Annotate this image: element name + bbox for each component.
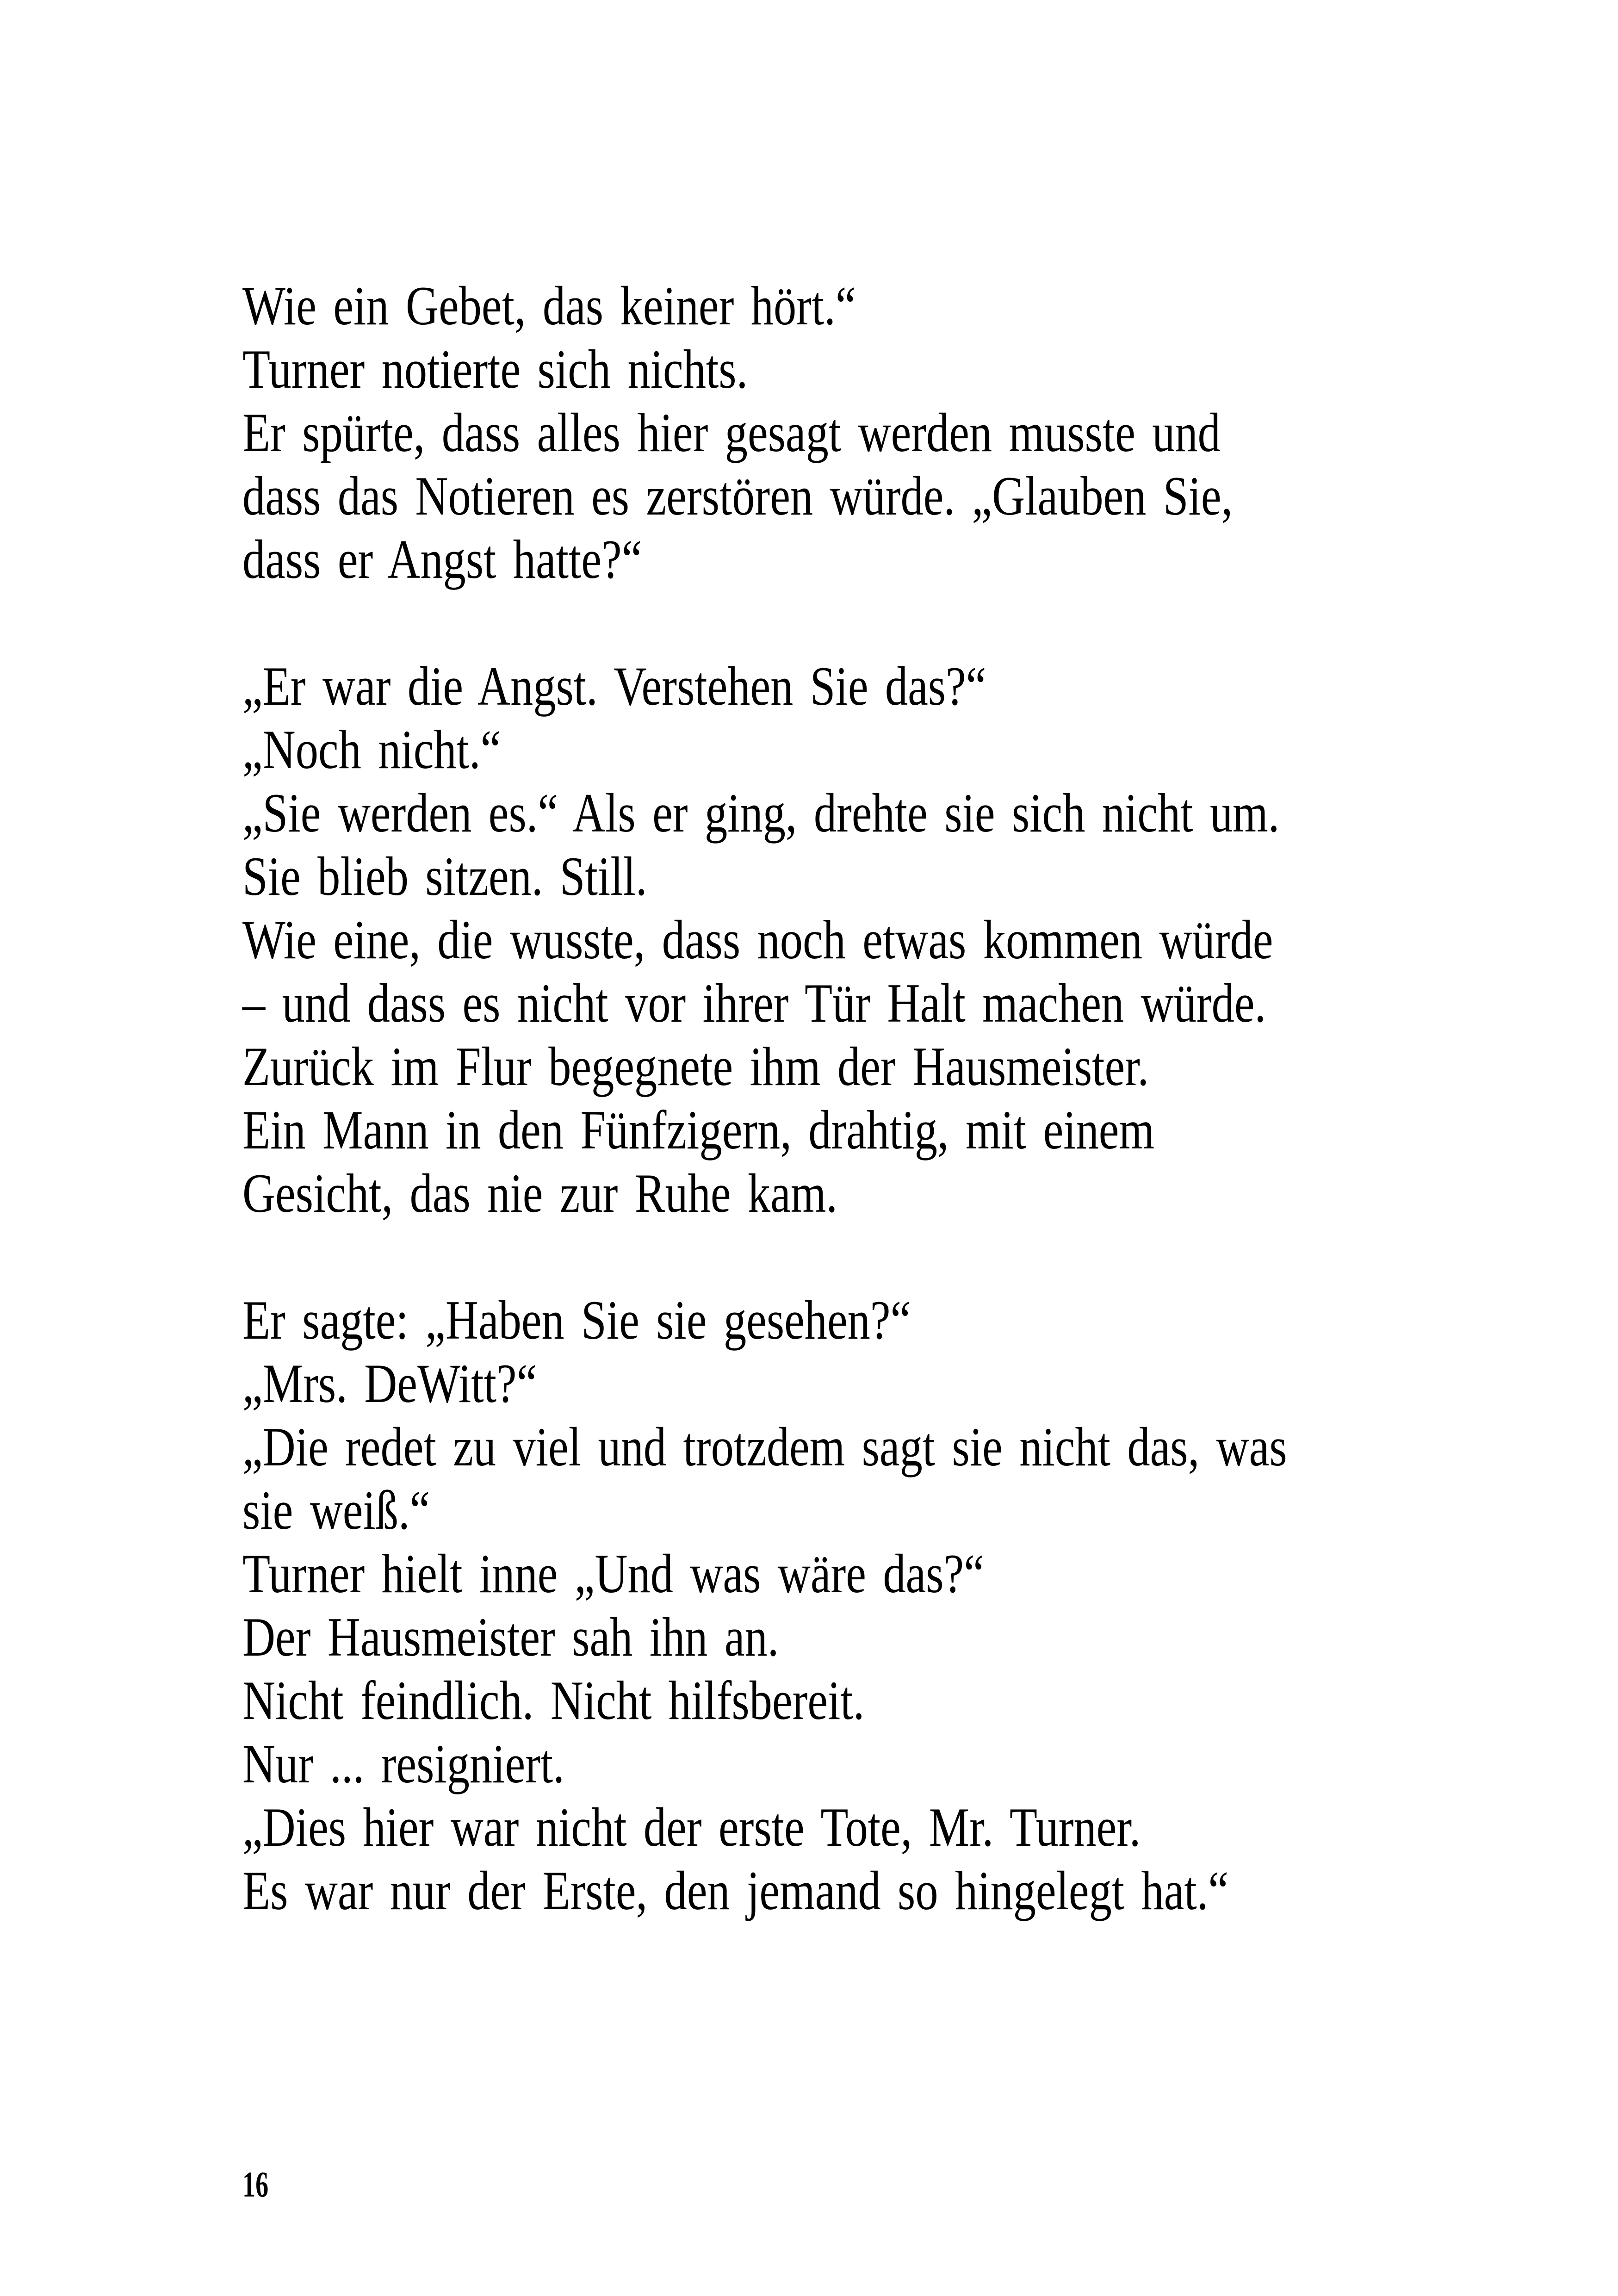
paragraph — [242, 274, 1381, 591]
text-line: „Er war die Angst. Verstehen Sie das?“ — [242, 655, 986, 717]
text-line: Er sagte: „Haben Sie sie gesehen?“ — [242, 1289, 911, 1351]
text-line: dass er Angst hatte?“ — [242, 528, 642, 590]
text-line: Turner hielt inne „Und was wäre das?“ — [242, 1543, 984, 1604]
text-line: Gesicht, das nie zur Ruhe kam. — [242, 1162, 837, 1224]
text-line: „Mrs. DeWitt?“ — [242, 1353, 537, 1414]
paragraph — [242, 1288, 1381, 1922]
text-line: Nicht feindlich. Nicht hilfsbereit. — [242, 1669, 865, 1731]
text-line: Sie blieb sitzen. Still. — [242, 845, 647, 907]
text-line: Es war nur der Erste, den jemand so hingelegt hat.“ — [242, 1860, 1229, 1921]
text-line: „Die redet zu viel und trotzdem sagt sie nicht das, was — [242, 1416, 1287, 1477]
text-line: dass das Notieren es zerstören würde. „Glauben Sie, — [242, 465, 1233, 527]
text-line: Wie eine, die wusste, dass noch etwas kommen würde — [242, 909, 1273, 970]
text-line: – und dass es nicht vor ihrer Tür Halt machen würde. — [242, 972, 1266, 1034]
text-line: Er spürte, dass alles hier gesagt werden musste und — [242, 402, 1221, 463]
text-line: Der Hausmeister sah ihn an. — [242, 1606, 779, 1668]
text-line: „Sie werden es.“ Als er ging, drehte sie sich nicht um. — [242, 782, 1280, 844]
paragraph — [242, 654, 1381, 1225]
text-line: „Noch nicht.“ — [242, 719, 501, 780]
text-line: Turner notierte sich nichts. — [242, 338, 748, 400]
text-line: Wie ein Gebet, das keiner hört.“ — [242, 275, 856, 336]
text-line: Nur ... resigniert. — [242, 1733, 564, 1794]
text-line: sie weiß.“ — [242, 1479, 430, 1541]
text-line: Ein Mann in den Fünfzigern, drahtig, mit einem — [242, 1099, 1154, 1160]
text-line: Zurück im Flur begegnete ihm der Hausmeister. — [242, 1036, 1149, 1097]
text-line: „Dies hier war nicht der erste Tote, Mr. Turner. — [242, 1796, 1141, 1858]
page-number: 16 — [242, 2164, 269, 2204]
page-text — [242, 274, 1381, 1922]
